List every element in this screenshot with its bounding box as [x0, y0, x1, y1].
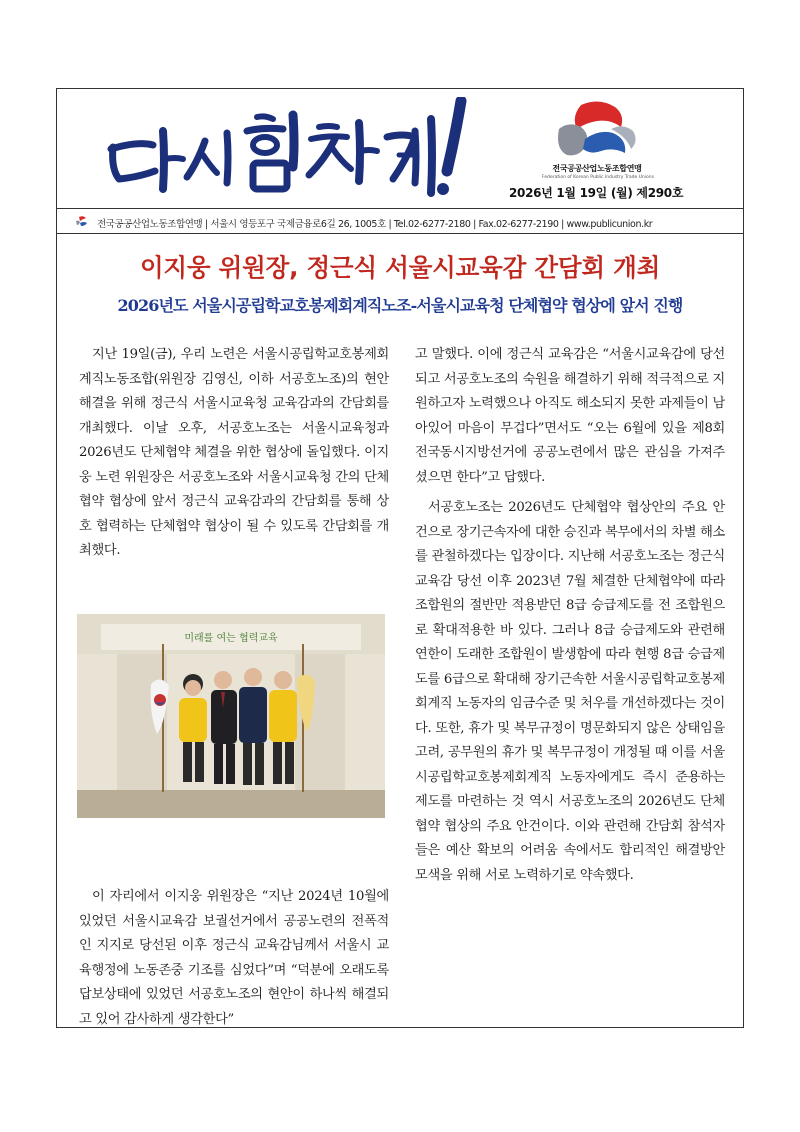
issue-date-number: 2026년 1월 19일 (월) 제290호: [509, 186, 684, 200]
article-column-left-bottom: [79, 885, 389, 1032]
article-subheadline: 2026년도 서울시공립학교호봉제회계직노조-서울시교육청 단체협약 협상에 앞서 진행: [117, 296, 683, 315]
article-paragraph: 지난 19일(금), 우리 노련은 서울시공립학교호봉제회계직노동조합(위원장 김영신, 이하 서공호노조)의 현안 해결을 위해 정근식 서울시교육청 교육감과의 간담회를 개최했다. 이날 오후, 서공호노조는 서울시교육청과 2026년도 단체협약 체결을 위한 협상에 돌입했다. 이지웅 노련 위원장은 서공호노조와 서울시교육청 간의 단체협약 협상에 앞서 정근식 교육감과의 간담회를 통해 상호 협력하는 단체협약 협상이 될 수 있도록 간담회를 개최했다.: [79, 347, 389, 558]
photo-banner-text: 미래를 여는 협력교육: [184, 633, 278, 644]
group-photo-image: [77, 614, 385, 818]
union-mini-logo-icon: [75, 216, 89, 228]
masthead: [57, 89, 743, 207]
contact-info: 전국공공산업노동조합연맹 | 서울시 영등포구 국제금융로6길 26, 1005호 | Tel.02-6277-2180 | Fax.02-6277-2190 | www.publicunion.kr: [97, 219, 653, 230]
contact-bar: [57, 211, 743, 233]
newsletter-frame: [56, 88, 744, 1028]
article-column-left-top: [79, 343, 389, 564]
union-logo-english: Federation of Korean Public Industry Trade Unions: [542, 175, 654, 180]
masthead-divider: [57, 208, 743, 209]
article-paragraph: 이 자리에서 이지웅 위원장은 “지난 2024년 10월에 있었던 서울시교육감 보궐선거에서 공공노련의 전폭적인 지지로 당선된 이후 정근식 교육감님께서 서울시 교육행정에 노동존중 기조를 심었다”며 “덕분에 오래도록 답보상태에 있었던 서공호노조의 현안이 하나씩 해결되고 있어 감사하게 생각한다”: [79, 889, 389, 1027]
article-column-right: [415, 343, 725, 888]
article-paragraph: 서공호노조는 2026년도 단체협약 협상안의 주요 안건으로 장기근속자에 대한 승진과 복무에서의 차별 해소를 관철하겠다는 입장이다. 지난해 서공호노조는 정근식 교육감 당선 이후 2023년 7월 체결한 단체협약에 따라 조합원의 절반만 적용받던 8급 승급제도를 전 조합원으로 확대적용한 바 있다. 그러나 8급 승급제도와 관련해 연한이 도래한 조합원이 발생함에 따라 현행 8급 승급제도를 6급으로 확대해 장기근속한 서울시공립학교호봉제회계직 노동자의 임금수준 및 처우를 개선하겠다는 것이다. 또한, 휴가 및 복무규정이 명문화되지 않은 상태임을 고려, 공무원의 휴가 및 복무규정이 개정될 때 이를 서울시공립학교호봉제회계직 노동자에게도 즉시 준용하는 제도를 마련하는 것 역시 서공호노조의 2026년도 단체협약 협상의 주요 안건이다. 이와 관련해 간담회 참석자들은 예산 확보의 어려움 속에서도 합리적인 해결방안 모색을 위해 서로 노력하기로 약속했다.: [415, 500, 725, 883]
union-logo-name: 전국공공산업노동조합연맹: [552, 164, 642, 173]
article-headline: 이지웅 위원장, 정근식 서울시교육감 간담회 개최: [139, 253, 661, 282]
union-logo-icon: [551, 99, 641, 161]
title-calligraphy-logo: [97, 97, 477, 201]
contact-divider: [57, 233, 743, 234]
article-paragraph-continued: 고 말했다. 이에 정근식 교육감은 “서울시교육감에 당선되고 서공호노조의 숙원을 해결하기 위해 적극적으로 지원하고자 노력했으나 아직도 해소되지 못한 과제들이 남아있어 마음이 무겁다”면서도 “오는 6월에 있을 제8회 전국동시지방선거에 공공노련에서 많은 관심을 가져주셨으면 한다”고 답했다.: [415, 347, 725, 485]
meeting-photo: [77, 614, 385, 818]
